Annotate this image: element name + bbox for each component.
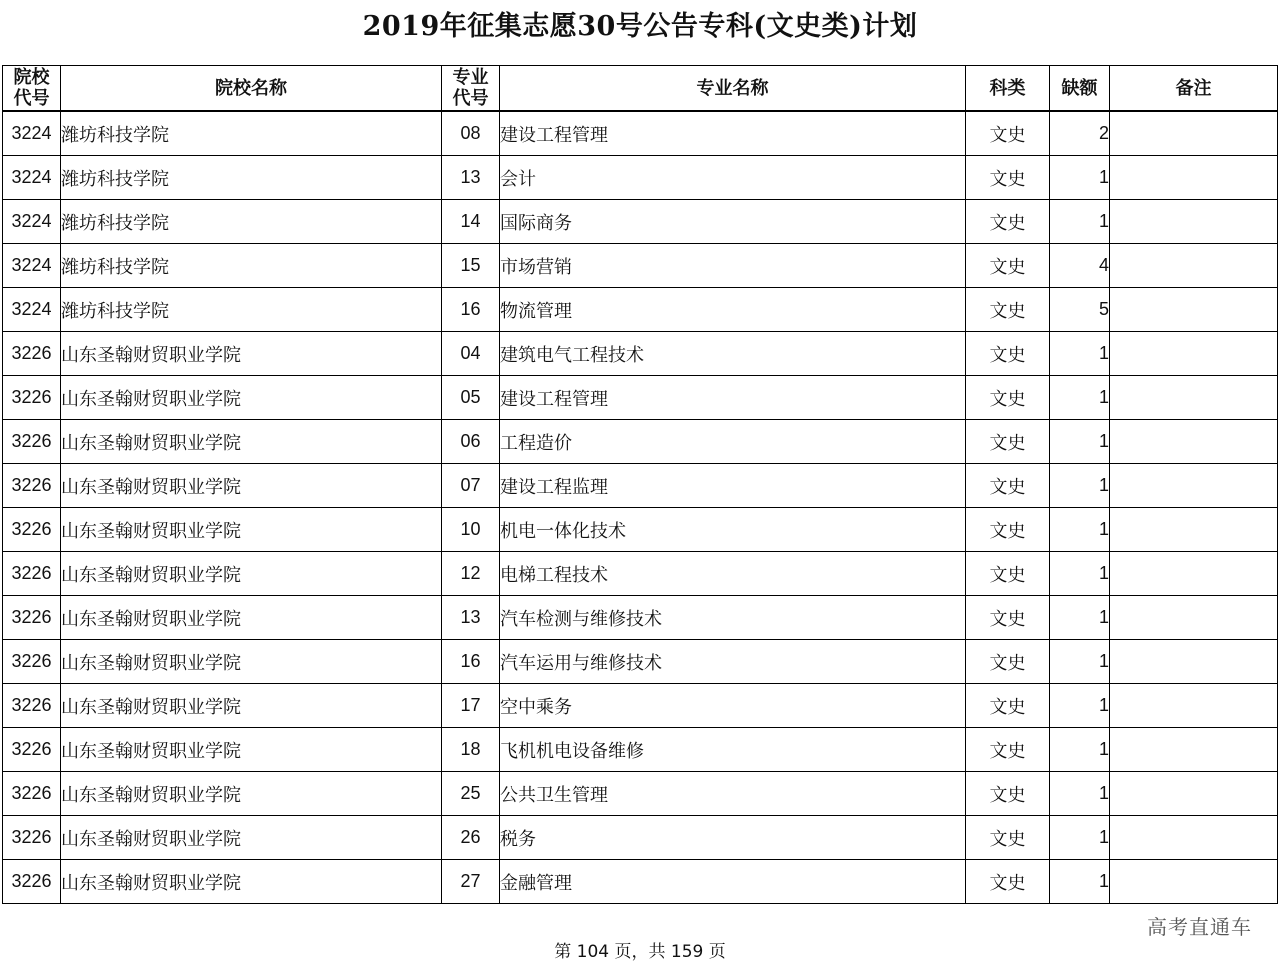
major-code-cell: 17 (442, 684, 500, 728)
header-category: 科类 (966, 66, 1050, 112)
major-name-cell: 空中乘务 (500, 684, 966, 728)
remark-cell (1110, 772, 1278, 816)
table-row (3, 244, 1278, 288)
school-code-cell: 3226 (3, 376, 61, 420)
school-code-cell: 3224 (3, 244, 61, 288)
remark-cell (1110, 111, 1278, 156)
quota-cell: 1 (1050, 860, 1110, 904)
school-name-cell: 潍坊科技学院 (61, 288, 442, 332)
table-row (3, 860, 1278, 904)
table-body (3, 111, 1278, 904)
major-name-cell: 建设工程管理 (500, 111, 966, 156)
major-code-cell: 16 (442, 640, 500, 684)
category-cell: 文史 (966, 200, 1050, 244)
table-row (3, 420, 1278, 464)
quota-cell: 1 (1050, 376, 1110, 420)
major-code-cell: 06 (442, 420, 500, 464)
major-code-cell: 13 (442, 156, 500, 200)
category-cell: 文史 (966, 684, 1050, 728)
category-cell: 文史 (966, 244, 1050, 288)
category-cell: 文史 (966, 288, 1050, 332)
major-name-cell: 税务 (500, 816, 966, 860)
school-code-cell: 3226 (3, 860, 61, 904)
major-code-cell: 10 (442, 508, 500, 552)
table-row (3, 684, 1278, 728)
table-row (3, 111, 1278, 156)
major-code-cell: 08 (442, 111, 500, 156)
remark-cell (1110, 156, 1278, 200)
school-name-cell: 山东圣翰财贸职业学院 (61, 772, 442, 816)
major-name-cell: 建设工程监理 (500, 464, 966, 508)
major-name-cell: 工程造价 (500, 420, 966, 464)
category-cell: 文史 (966, 552, 1050, 596)
school-name-cell: 山东圣翰财贸职业学院 (61, 552, 442, 596)
table-row (3, 552, 1278, 596)
category-cell: 文史 (966, 111, 1050, 156)
major-name-cell: 汽车检测与维修技术 (500, 596, 966, 640)
quota-cell: 1 (1050, 596, 1110, 640)
school-name-cell: 山东圣翰财贸职业学院 (61, 420, 442, 464)
header-quota: 缺额 (1050, 66, 1110, 112)
major-name-cell: 建筑电气工程技术 (500, 332, 966, 376)
major-code-cell: 15 (442, 244, 500, 288)
header-school-code (3, 66, 61, 112)
major-code-cell: 14 (442, 200, 500, 244)
table-row (3, 772, 1278, 816)
major-name-cell: 物流管理 (500, 288, 966, 332)
category-cell: 文史 (966, 508, 1050, 552)
major-name-cell: 公共卫生管理 (500, 772, 966, 816)
school-code-cell: 3224 (3, 200, 61, 244)
remark-cell (1110, 816, 1278, 860)
major-name-cell: 国际商务 (500, 200, 966, 244)
major-code-cell: 26 (442, 816, 500, 860)
table-row (3, 508, 1278, 552)
remark-cell (1110, 420, 1278, 464)
school-name-cell: 山东圣翰财贸职业学院 (61, 596, 442, 640)
major-code-cell: 18 (442, 728, 500, 772)
plan-table (2, 65, 1278, 904)
remark-cell (1110, 684, 1278, 728)
remark-cell (1110, 596, 1278, 640)
table-row (3, 288, 1278, 332)
quota-cell: 1 (1050, 464, 1110, 508)
header-major-code-line1: 专业 (452, 67, 489, 88)
table-row (3, 640, 1278, 684)
school-name-cell: 山东圣翰财贸职业学院 (61, 640, 442, 684)
major-name-cell: 电梯工程技术 (500, 552, 966, 596)
major-code-cell: 13 (442, 596, 500, 640)
quota-cell: 5 (1050, 288, 1110, 332)
school-code-cell: 3226 (3, 816, 61, 860)
category-cell: 文史 (966, 728, 1050, 772)
header-school-code-line2: 代号 (13, 88, 50, 109)
quota-cell: 1 (1050, 552, 1110, 596)
quota-cell: 1 (1050, 684, 1110, 728)
quota-cell: 1 (1050, 640, 1110, 684)
page-title: 2019年征集志愿30号公告专科(文史类)计划 (362, 11, 918, 42)
remark-cell (1110, 728, 1278, 772)
school-name-cell: 山东圣翰财贸职业学院 (61, 728, 442, 772)
major-name-cell: 飞机机电设备维修 (500, 728, 966, 772)
header-remark: 备注 (1110, 66, 1278, 112)
remark-cell (1110, 464, 1278, 508)
major-code-cell: 05 (442, 376, 500, 420)
table-row (3, 596, 1278, 640)
watermark-text: 高考直通车 (1147, 915, 1252, 939)
remark-cell (1110, 860, 1278, 904)
school-code-cell: 3224 (3, 288, 61, 332)
remark-cell (1110, 332, 1278, 376)
school-name-cell: 山东圣翰财贸职业学院 (61, 332, 442, 376)
remark-cell (1110, 552, 1278, 596)
category-cell: 文史 (966, 816, 1050, 860)
school-code-cell: 3226 (3, 552, 61, 596)
school-code-cell: 3226 (3, 464, 61, 508)
table-row (3, 376, 1278, 420)
major-code-cell: 16 (442, 288, 500, 332)
school-code-cell: 3226 (3, 596, 61, 640)
remark-cell (1110, 288, 1278, 332)
table-header (3, 66, 1278, 112)
major-name-cell: 汽车运用与维修技术 (500, 640, 966, 684)
quota-cell: 1 (1050, 420, 1110, 464)
school-name-cell: 潍坊科技学院 (61, 244, 442, 288)
major-name-cell: 金融管理 (500, 860, 966, 904)
school-name-cell: 潍坊科技学院 (61, 200, 442, 244)
school-code-cell: 3226 (3, 640, 61, 684)
category-cell: 文史 (966, 640, 1050, 684)
major-name-cell: 市场营销 (500, 244, 966, 288)
major-code-cell: 04 (442, 332, 500, 376)
category-cell: 文史 (966, 156, 1050, 200)
school-code-cell: 3226 (3, 332, 61, 376)
category-cell: 文史 (966, 772, 1050, 816)
category-cell: 文史 (966, 464, 1050, 508)
table-row (3, 816, 1278, 860)
school-name-cell: 山东圣翰财贸职业学院 (61, 464, 442, 508)
school-code-cell: 3226 (3, 772, 61, 816)
school-name-cell: 潍坊科技学院 (61, 156, 442, 200)
major-code-cell: 07 (442, 464, 500, 508)
school-name-cell: 山东圣翰财贸职业学院 (61, 684, 442, 728)
quota-cell: 1 (1050, 816, 1110, 860)
category-cell: 文史 (966, 376, 1050, 420)
quota-cell: 1 (1050, 508, 1110, 552)
remark-cell (1110, 640, 1278, 684)
school-code-cell: 3226 (3, 684, 61, 728)
table-row (3, 728, 1278, 772)
major-code-cell: 25 (442, 772, 500, 816)
category-cell: 文史 (966, 420, 1050, 464)
quota-cell: 2 (1050, 111, 1110, 156)
page-number: 第 104 页，共 159 页 (554, 942, 726, 962)
remark-cell (1110, 200, 1278, 244)
school-name-cell: 山东圣翰财贸职业学院 (61, 860, 442, 904)
table-row (3, 156, 1278, 200)
quota-cell: 1 (1050, 772, 1110, 816)
school-code-cell: 3226 (3, 728, 61, 772)
header-school-name: 院校名称 (61, 66, 442, 112)
school-name-cell: 潍坊科技学院 (61, 111, 442, 156)
major-name-cell: 机电一体化技术 (500, 508, 966, 552)
major-code-cell: 27 (442, 860, 500, 904)
header-major-name: 专业名称 (500, 66, 966, 112)
major-code-cell: 12 (442, 552, 500, 596)
header-major-code (442, 66, 500, 112)
major-name-cell: 会计 (500, 156, 966, 200)
school-name-cell: 山东圣翰财贸职业学院 (61, 376, 442, 420)
school-code-cell: 3226 (3, 508, 61, 552)
school-code-cell: 3224 (3, 156, 61, 200)
header-major-code-line2: 代号 (452, 88, 489, 109)
category-cell: 文史 (966, 596, 1050, 640)
header-school-code-line1: 院校 (13, 67, 50, 88)
quota-cell: 4 (1050, 244, 1110, 288)
quota-cell: 1 (1050, 332, 1110, 376)
school-name-cell: 山东圣翰财贸职业学院 (61, 816, 442, 860)
school-code-cell: 3226 (3, 420, 61, 464)
table-row (3, 464, 1278, 508)
remark-cell (1110, 376, 1278, 420)
school-code-cell: 3224 (3, 111, 61, 156)
category-cell: 文史 (966, 860, 1050, 904)
table-row (3, 200, 1278, 244)
quota-cell: 1 (1050, 728, 1110, 772)
table-row (3, 332, 1278, 376)
category-cell: 文史 (966, 332, 1050, 376)
quota-cell: 1 (1050, 156, 1110, 200)
school-name-cell: 山东圣翰财贸职业学院 (61, 508, 442, 552)
remark-cell (1110, 508, 1278, 552)
remark-cell (1110, 244, 1278, 288)
quota-cell: 1 (1050, 200, 1110, 244)
major-name-cell: 建设工程管理 (500, 376, 966, 420)
